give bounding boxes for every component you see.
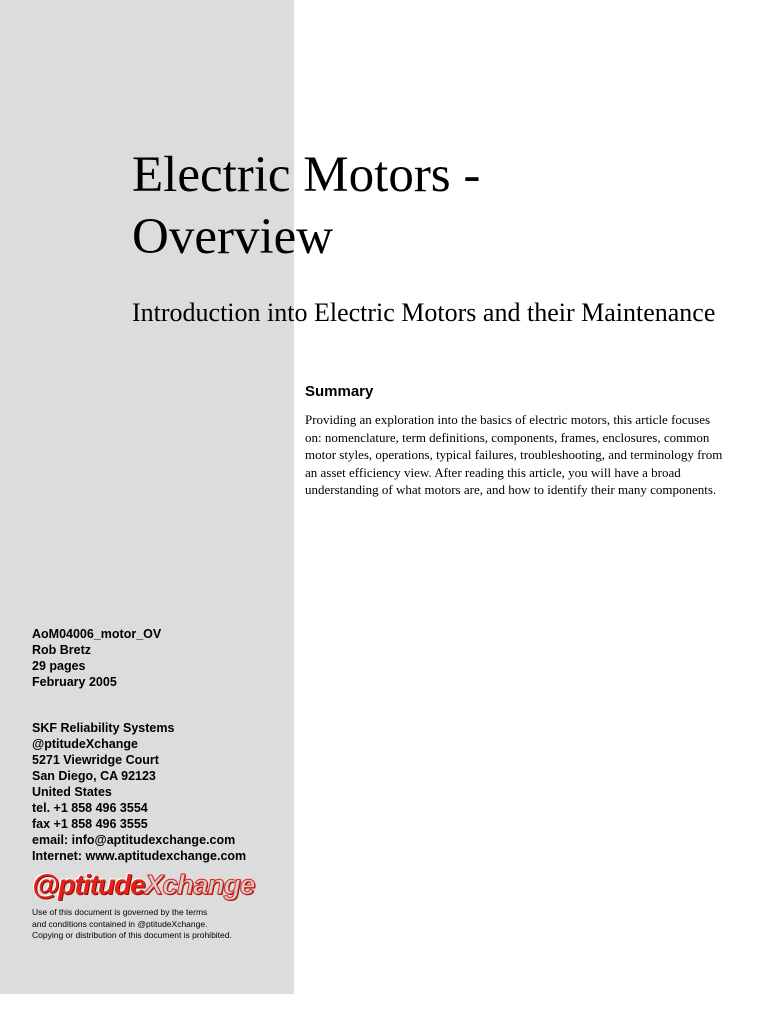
author: Rob Bretz [32, 643, 92, 657]
disclaimer-line-3: Copying or distribution of this document is prohibited. [32, 930, 232, 940]
telephone: tel. +1 858 496 3554 [32, 801, 148, 815]
logo-part-1: @ptitude [32, 869, 145, 900]
street-address: 5271 Viewridge Court [32, 753, 159, 767]
title-line-2: Overview [132, 209, 334, 265]
summary-text: Providing an exploration into the basics of electric motors, this article focuses on: nomenclature, term definitions, components, frames, enclosures, common motor styles, operations, typical failures, troubleshooting, and terminology from an asset efficiency view. After reading this article, you will have a broad understanding of what motors are, and how to identify their many components. [305, 412, 723, 497]
document-info [32, 626, 161, 690]
disclaimer-line-1: Use of this document is governed by the terms [32, 907, 208, 917]
publish-date: February 2005 [32, 675, 117, 689]
title-line-1: Electric Motors - [132, 147, 481, 203]
city-address: San Diego, CA 92123 [32, 769, 156, 783]
disclaimer [32, 907, 232, 942]
fax: fax +1 858 496 3555 [32, 817, 148, 831]
website: Internet: www.aptitudexchange.com [32, 849, 247, 863]
logo-part-2: Xchange [144, 869, 255, 900]
document-id: AoM04006_motor_OV [32, 627, 162, 641]
aptitudexchange-logo [32, 869, 254, 901]
summary-heading: Summary [305, 383, 374, 400]
brand-name: @ptitudeXchange [32, 737, 138, 751]
company-name: SKF Reliability Systems [32, 721, 175, 735]
contact-info [32, 720, 246, 864]
page-count: 29 pages [32, 659, 86, 673]
page-subtitle: Introduction into Electric Motors and their Maintenance [132, 298, 716, 327]
disclaimer-line-2: and conditions contained in @ptitudeXchange. [32, 918, 208, 929]
email: email: info@aptitudexchange.com [32, 833, 236, 847]
page-title [132, 144, 752, 268]
country: United States [32, 785, 112, 799]
